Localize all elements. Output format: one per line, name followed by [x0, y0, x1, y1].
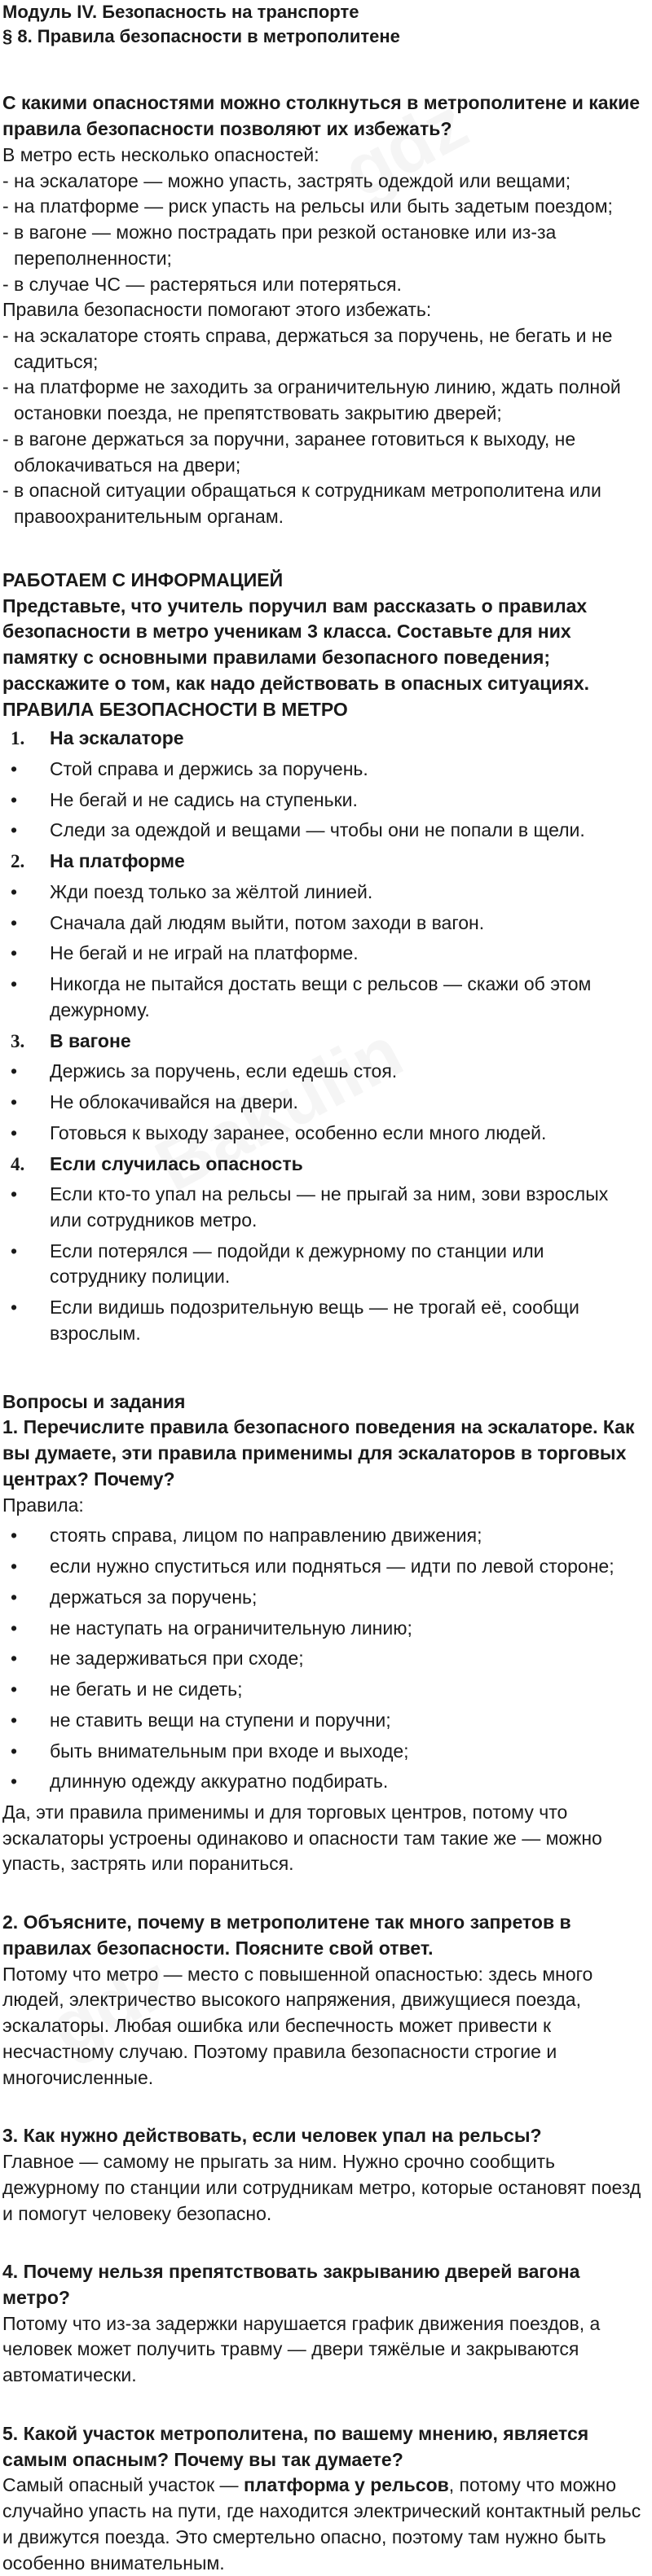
- list-item: - на эскалаторе стоять справа, держаться за поручень, не бегать и не садиться;: [2, 323, 644, 375]
- memo-group: [2, 849, 644, 1023]
- group-title: На платформе: [50, 850, 185, 872]
- question-1: 1. Перечислите правила безопасного поведения на эскалаторе. Как вы думаете, эти правила применимы для эскалаторов в торговых центрах? Почему?: [2, 1416, 635, 1490]
- group-number: 4.: [11, 1153, 25, 1174]
- list-item: • не наступать на ограничительную линию;: [2, 1616, 644, 1642]
- memo-group: [2, 726, 644, 844]
- list-item: • Если потерялся — подойди к дежурному по станции или сотруднику полиции.: [2, 1239, 644, 1290]
- answer-4: Потому что из-за задержки нарушается график движения поездов, а человек может получить травму — двери тяжёлые и закрываются автоматически.: [2, 2312, 601, 2386]
- list-item: • Готовься к выходу заранее, особенно если много людей.: [2, 1121, 644, 1147]
- list-item: • стоять справа, лицом по направлению движения;: [2, 1523, 644, 1549]
- dangers-list: [2, 169, 644, 298]
- group-list: [2, 1059, 644, 1146]
- list-item: • длинную одежду аккуратно подбирать.: [2, 1769, 644, 1795]
- list-item: • держаться за поручень;: [2, 1585, 644, 1611]
- memo-title: ПРАВИЛА БЕЗОПАСНОСТИ В МЕТРО: [2, 698, 348, 720]
- list-item: • Стой справа и держись за поручень.: [2, 757, 644, 783]
- questions-title: Вопросы и задания: [2, 1390, 186, 1412]
- group-number: 1.: [11, 728, 25, 749]
- list-item: • Держись за поручень, если едешь стоя.: [2, 1059, 644, 1085]
- info-task: Представьте, что учитель поручил вам рассказать о правилах безопасности в метро ученикам 3 класса. Составьте для них памятку с основными правилами безопасного поведения; расскажите о том, как надо действовать в опасных ситуациях.: [2, 595, 590, 694]
- list-item: • Не бегай и не играй на платформе.: [2, 941, 644, 967]
- memo-group: [2, 1152, 644, 1347]
- group-title: В вагоне: [50, 1029, 131, 1051]
- list-item: • если нужно спуститься или подняться — идти по левой стороне;: [2, 1554, 644, 1580]
- intro-question: С какими опасностями можно столкнуться в метрополитене и какие правила безопасности позволяют их избежать?: [2, 92, 641, 140]
- answer-2: Потому что метро — место с повышенной опасностью: здесь много людей, электричество высокого напряжения, движущиеся поезда, эскалаторы. Любая ошибка или беспечность может привести к несчастному случаю. Поэтому правила безопасности строгие и многочисленные.: [2, 1963, 593, 2088]
- list-item: - на платформе не заходить за ограничительную линию, ждать полной остановки поезда, не препятствовать закрытию дверей;: [2, 375, 644, 426]
- list-item: • Следи за одеждой и вещами — чтобы они не попали в щели.: [2, 818, 644, 844]
- list-item: - в вагоне — можно пострадать при резкой остановке или из-за переполненности;: [2, 220, 644, 271]
- answer-1: Да, эти правила применимы и для торговых центров, потому что эскалаторы устроены одинаково и опасности там такие же — можно упасть, застрять или пораниться.: [2, 1801, 602, 1875]
- q1-lead: Правила:: [2, 1494, 84, 1516]
- list-item: • Жди поезд только за жёлтой линией.: [2, 880, 644, 906]
- group-number: 3.: [11, 1030, 25, 1051]
- answer-5: [2, 2473, 644, 2576]
- list-item: • не ставить вещи на ступени и поручни;: [2, 1708, 644, 1734]
- answer-5-highlight: платформа у рельсов: [243, 2474, 449, 2496]
- info-section-title: РАБОТАЕМ С ИНФОРМАЦИЕЙ: [2, 568, 284, 590]
- list-item: • Не бегай и не садись на ступеньки.: [2, 788, 644, 814]
- rules-list: [2, 323, 644, 530]
- list-item: • Если видишь подозрительную вещь — не трогай её, сообщи взрослым.: [2, 1295, 644, 1346]
- group-title: На эскалаторе: [50, 727, 184, 749]
- group-list: [2, 880, 644, 1024]
- list-item: - в вагоне держаться за поручни, заранее готовиться к выходу, не облокачиваться на двери;: [2, 427, 644, 478]
- list-item: • не задерживаться при сходе;: [2, 1646, 644, 1672]
- group-list: [2, 757, 644, 844]
- list-item: • быть внимательным при входе и выходе;: [2, 1739, 644, 1765]
- module-title: Модуль IV. Безопасность на транспорте: [2, 2, 359, 22]
- question-4: 4. Почему нельзя препятствовать закрыванию дверей вагона метро?: [2, 2261, 580, 2308]
- dangers-lead: В метро есть несколько опасностей:: [2, 143, 319, 165]
- answer-5-start: Самый опасный участок —: [2, 2474, 244, 2496]
- paragraph-title: § 8. Правила безопасности в метрополитене: [2, 25, 400, 46]
- group-title: Если случилась опасность: [50, 1152, 303, 1174]
- list-item: • Не облокачивайся на двери.: [2, 1090, 644, 1116]
- list-item: - на платформе — риск упасть на рельсы или быть задетым поездом;: [2, 194, 644, 220]
- answer-5-end: , потому что можно случайно упасть на пути, где находится электрический контактный рельс и движутся поезда. Это смертельно опасно, поэтому там нужно быть особенно внимательным.: [2, 2474, 641, 2574]
- list-item: • Если кто-то упал на рельсы — не прыгай за ним, зови взрослых или сотрудников метро.: [2, 1182, 644, 1233]
- question-5: 5. Какой участок метрополитена, по вашему мнению, является самым опасным? Почему вы так думаете?: [2, 2422, 589, 2470]
- list-item: - в опасной ситуации обращаться к сотрудникам метрополитена или правоохранительным органам.: [2, 478, 644, 529]
- answer-3: Главное — самому не прыгать за ним. Нужно срочно сообщить дежурному по станции или сотрудникам метро, которые остановят поезд и помогут человеку безопасно.: [2, 2151, 641, 2224]
- list-item: • не бегать и не сидеть;: [2, 1677, 644, 1703]
- memo-group: [2, 1029, 644, 1147]
- q1-list: [2, 1523, 644, 1795]
- question-2: 2. Объясните, почему в метрополитене так много запретов в правилах безопасности. Поясните свой ответ.: [2, 1911, 571, 1959]
- group-list: [2, 1182, 644, 1346]
- list-item: • Сначала дай людям выйти, потом заходи в вагон.: [2, 911, 644, 937]
- list-item: - в случае ЧС — растеряться или потеряться.: [2, 272, 644, 298]
- list-item: - на эскалаторе — можно упасть, застрять одеждой или вещами;: [2, 169, 644, 195]
- list-item: • Никогда не пытайся достать вещи с рельсов — скажи об этом дежурному.: [2, 972, 644, 1023]
- group-number: 2.: [11, 851, 25, 872]
- question-3: 3. Как нужно действовать, если человек упал на рельсы?: [2, 2125, 542, 2147]
- rules-lead: Правила безопасности помогают этого избежать:: [2, 299, 432, 321]
